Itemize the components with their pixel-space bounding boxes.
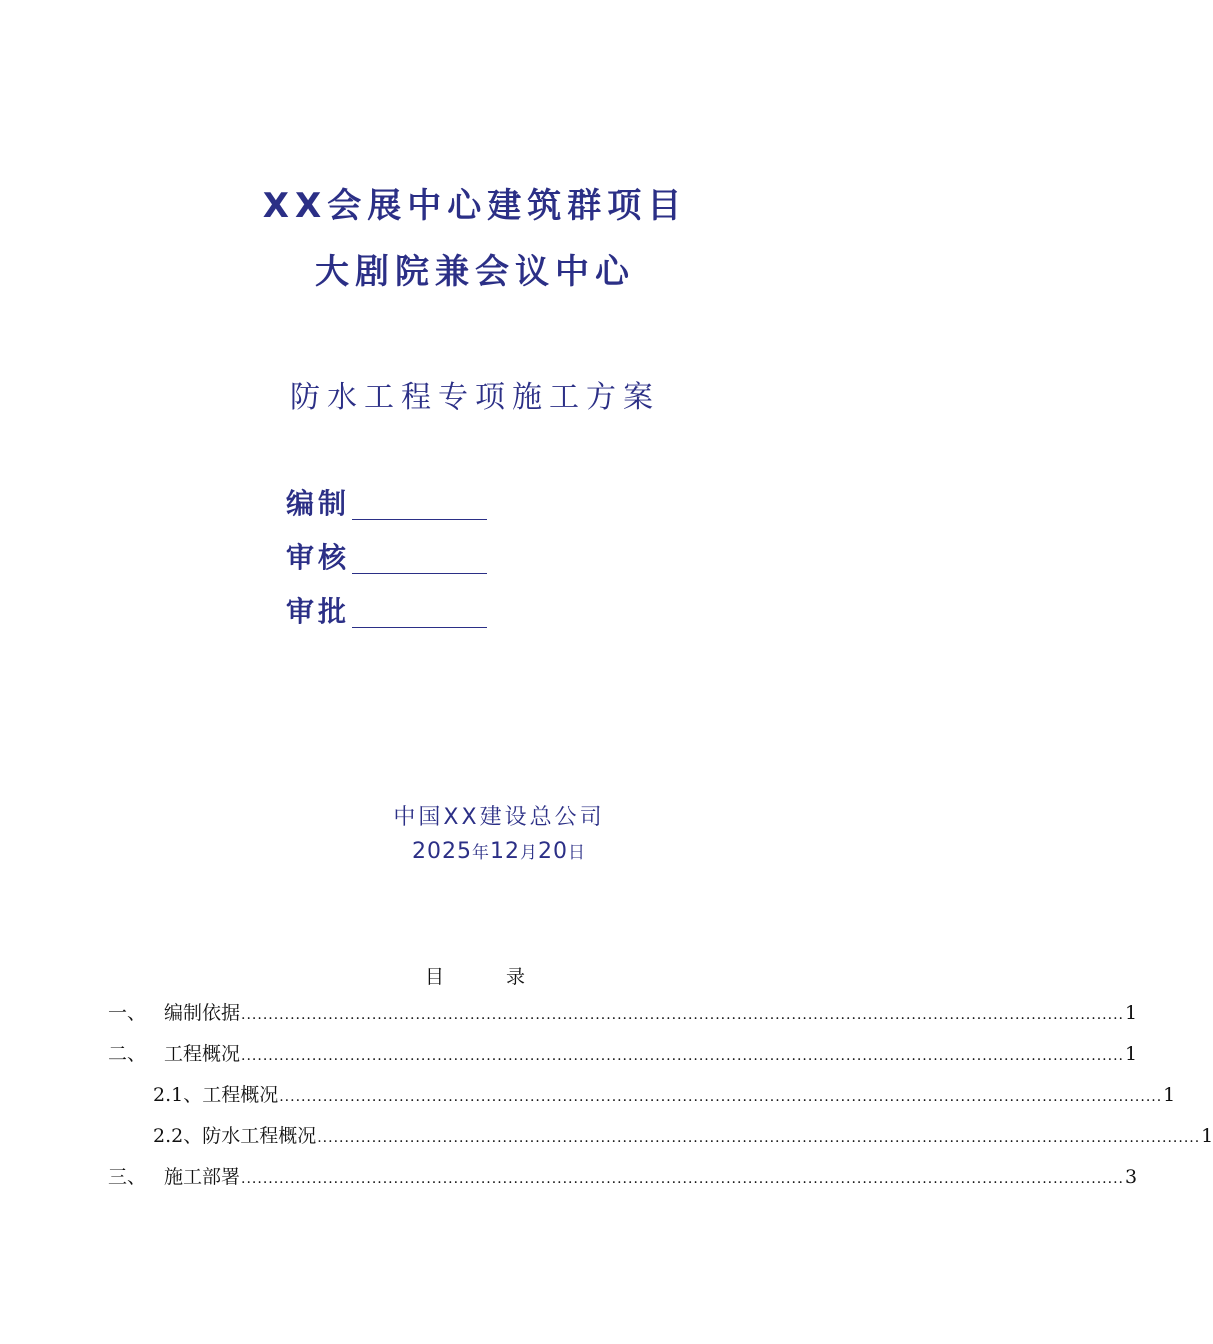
toc-entry-number: 2.2、 — [153, 1125, 203, 1147]
signature-label: 审批 — [286, 595, 351, 628]
toc-entry[interactable] — [153, 1080, 1176, 1108]
signature-line — [352, 573, 487, 574]
toc-entry-number: 2.1、 — [153, 1084, 203, 1106]
date-month-unit: 月 — [520, 843, 538, 863]
toc-heading-right: 录 — [506, 966, 526, 988]
toc-heading — [0, 962, 950, 989]
signature-approve — [286, 590, 487, 630]
toc-entry-label: 防水工程概况 — [202, 1125, 317, 1147]
toc-entry-page: 1 — [1124, 1043, 1138, 1065]
project-title: XX会展中心建筑群项目 — [262, 186, 688, 226]
issue-date — [24, 838, 974, 864]
date-day: 20 — [538, 839, 568, 864]
toc-entry-label: 工程概况 — [202, 1084, 279, 1106]
signature-line — [352, 627, 487, 628]
signature-line — [352, 519, 487, 520]
date-year-unit: 年 — [472, 843, 490, 863]
plan-title: 防水工程专项施工方案 — [290, 380, 660, 415]
toc-entry-label: 编制依据 — [164, 1002, 241, 1024]
toc-entry-page: 1 — [1124, 1002, 1138, 1024]
project-subtitle: 大剧院兼会议中心 — [315, 252, 635, 292]
toc-entry[interactable] — [108, 1039, 1138, 1067]
signature-label: 编制 — [286, 487, 351, 520]
toc-entry-page: 3 — [1124, 1166, 1138, 1188]
date-month: 12 — [490, 839, 520, 864]
signature-label: 审核 — [286, 541, 351, 574]
company-name: 中国XX建设总公司 — [393, 805, 605, 830]
toc-entry[interactable] — [108, 1162, 1138, 1190]
signature-compile — [286, 482, 487, 522]
toc-leader-dots: .................................................................................................................................................................. — [241, 1007, 1124, 1023]
toc-leader-dots: .................................................................................................................................................................. — [241, 1171, 1124, 1187]
toc-entry-number: 三、 — [108, 1166, 147, 1188]
toc-entry-number: 一、 — [108, 1002, 147, 1024]
date-day-unit: 日 — [568, 843, 586, 863]
toc-entry-number: 二、 — [108, 1043, 147, 1065]
toc-entry-label: 施工部署 — [164, 1166, 241, 1188]
toc-entry-label: 工程概况 — [164, 1043, 241, 1065]
toc-entry-page: 1 — [1201, 1125, 1213, 1147]
signature-review — [286, 536, 487, 576]
toc-entry[interactable] — [108, 998, 1138, 1026]
toc-entry[interactable] — [153, 1121, 1213, 1149]
date-year: 2025 — [412, 839, 472, 864]
toc-leader-dots: .................................................................................................................................................................. — [317, 1130, 1201, 1146]
toc-heading-left: 目 — [424, 966, 444, 988]
toc-entry-page: 1 — [1163, 1084, 1176, 1106]
toc-leader-dots: .................................................................................................................................................................. — [241, 1048, 1124, 1064]
toc-leader-dots: .................................................................................................................................................................. — [279, 1089, 1163, 1105]
